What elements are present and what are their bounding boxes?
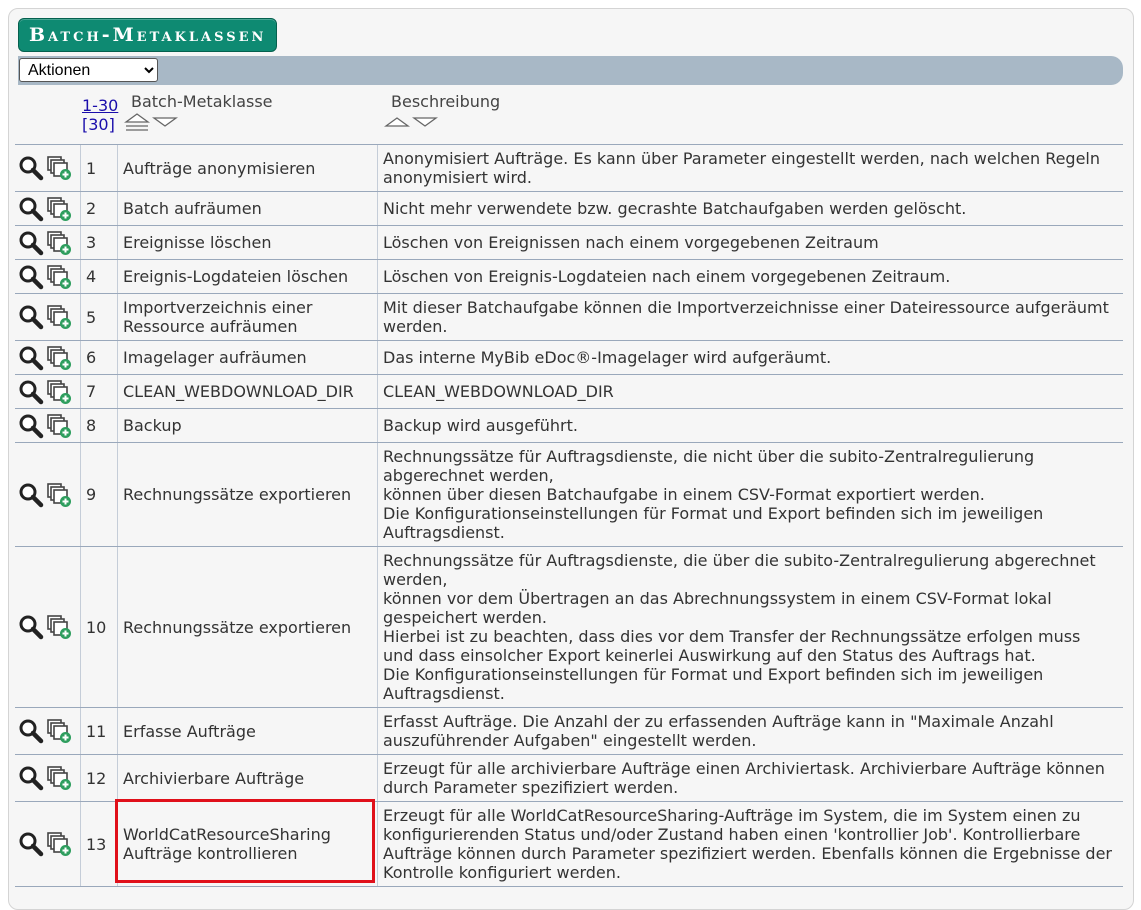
sort-desc-icon[interactable] [152, 112, 178, 132]
action-bar [18, 56, 1123, 85]
copy-add-icon[interactable] [46, 831, 72, 857]
copy-add-icon[interactable] [46, 482, 72, 508]
row-metaclass-name: Imagelager aufräumen [118, 341, 378, 375]
row-number: 10 [81, 547, 118, 708]
row-metaclass-name: Erfasse Aufträge [118, 708, 378, 755]
magnifier-icon[interactable] [18, 482, 44, 508]
row-actions [15, 409, 81, 443]
table-row [15, 260, 1123, 294]
row-actions [15, 375, 81, 409]
row-description: Löschen von Ereignissen nach einem vorgegebenen Zeitraum [378, 226, 1124, 260]
magnifier-icon[interactable] [18, 765, 44, 791]
row-description: Erzeugt für alle archivierbare Aufträge einen Archiviertask. Archivierbare Aufträge können durch Parameter spezifiziert werden. [378, 755, 1124, 802]
row-description: Backup wird ausgeführt. [378, 409, 1124, 443]
row-description: Das interne MyBib eDoc®-Imagelager wird aufgeräumt. [378, 341, 1124, 375]
count-link[interactable]: [30] [82, 115, 115, 134]
row-metaclass-name: Archivierbare Aufträge [118, 755, 378, 802]
copy-add-icon[interactable] [46, 718, 72, 744]
row-description: Rechnungssätze für Auftragsdienste, die über die subito-Zentralregulierung abgerechnet werden, können vor dem Übertragen an das Abrechnungssystem in einem CSV-Format lokal gespeichert werden. Hierbei ist zu beachten, dass dies vor dem Transfer der Rechnungssätze erfolgen muss und dass einsolcher Export keinerlei Auswirkung auf den Status des Auftrags hat. Die Konfigurationseinstellungen für Format und Export befinden sich im jeweiligen Auftragsdienst. [378, 547, 1124, 708]
row-description: Mit dieser Batchaufgabe können die Importverzeichnisse einer Dateiressource aufgeräumt werden. [378, 294, 1124, 341]
row-metaclass-name: Rechnungssätze exportieren [118, 443, 378, 547]
row-number: 5 [81, 294, 118, 341]
table-row [15, 547, 1123, 708]
magnifier-icon[interactable] [18, 831, 44, 857]
row-actions [15, 260, 81, 294]
magnifier-icon[interactable] [18, 614, 44, 640]
copy-add-icon[interactable] [46, 155, 72, 181]
row-actions [15, 226, 81, 260]
table-row [15, 341, 1123, 375]
row-description: Erfasst Aufträge. Die Anzahl der zu erfassenden Aufträge kann in "Maximale Anzahl auszuführender Aufgaben" eingestellt werden. [378, 708, 1124, 755]
row-metaclass-name: Batch aufräumen [118, 192, 378, 226]
row-metaclass-name: Ereignisse löschen [118, 226, 378, 260]
table-row [15, 192, 1123, 226]
row-description: Anonymisiert Aufträge. Es kann über Parameter eingestellt werden, nach welchen Regeln anonymisiert wird. [378, 145, 1124, 192]
row-description: Löschen von Ereignis-Logdateien nach einem vorgegebenen Zeitraum. [378, 260, 1124, 294]
batch-metaclass-table [15, 144, 1123, 887]
row-metaclass-name: Backup [118, 409, 378, 443]
sort-asc-icon[interactable] [384, 112, 410, 132]
row-metaclass-name: WorldCatResourceSharing Aufträge kontrollieren [118, 802, 378, 887]
row-actions [15, 341, 81, 375]
magnifier-icon[interactable] [18, 230, 44, 256]
copy-add-icon[interactable] [46, 765, 72, 791]
row-metaclass-name: CLEAN_WEBDOWNLOAD_DIR [118, 375, 378, 409]
sort-arrows-desc [384, 112, 438, 132]
row-metaclass-name: Importverzeichnis einer Ressource aufräumen [118, 294, 378, 341]
row-metaclass-name: Rechnungssätze exportieren [118, 547, 378, 708]
magnifier-icon[interactable] [18, 304, 44, 330]
row-actions [15, 192, 81, 226]
magnifier-icon[interactable] [18, 196, 44, 222]
column-header-name: Batch-Metaklasse [131, 92, 273, 111]
magnifier-icon[interactable] [18, 413, 44, 439]
row-actions [15, 443, 81, 547]
table-row [15, 145, 1123, 192]
copy-add-icon[interactable] [46, 230, 72, 256]
magnifier-icon[interactable] [18, 155, 44, 181]
row-actions [15, 708, 81, 755]
row-number: 6 [81, 341, 118, 375]
row-description: Rechnungssätze für Auftragsdienste, die nicht über die subito-Zentralregulierung abgerechnet werden, können über diesen Batchaufgabe in einem CSV-Format exportiert werden. Die Konfigurationseinstellungen für Format und Export befinden sich im jeweiligen Auftragsdienst. [378, 443, 1124, 547]
row-description: Nicht mehr verwendete bzw. gecrashte Batchaufgaben werden gelöscht. [378, 192, 1124, 226]
row-number: 13 [81, 802, 118, 887]
copy-add-icon[interactable] [46, 614, 72, 640]
row-number: 7 [81, 375, 118, 409]
table-row [15, 294, 1123, 341]
row-actions [15, 547, 81, 708]
table-row [15, 708, 1123, 755]
copy-add-icon[interactable] [46, 345, 72, 371]
magnifier-icon[interactable] [18, 718, 44, 744]
magnifier-icon[interactable] [18, 264, 44, 290]
row-actions [15, 755, 81, 802]
row-description: Erzeugt für alle WorldCatResourceSharing-Aufträge im System, die im System einen zu konfigurierenden Status und/oder Zustand haben einen 'kontrollier Job'. Kontrollierbare Aufträge können durch Parameter spezifiziert werden. Ebenfalls können die Ergebnisse der Kontrolle konfiguriert werden. [378, 802, 1124, 887]
column-header-desc: Beschreibung [391, 92, 501, 111]
table-row [15, 375, 1123, 409]
row-number: 12 [81, 755, 118, 802]
magnifier-icon[interactable] [18, 379, 44, 405]
table-row [15, 443, 1123, 547]
range-link[interactable]: 1-30 [82, 96, 119, 115]
actions-dropdown[interactable] [19, 58, 158, 82]
row-number: 1 [81, 145, 118, 192]
table-row [15, 226, 1123, 260]
pagination-info [82, 96, 118, 134]
row-description: CLEAN_WEBDOWNLOAD_DIR [378, 375, 1124, 409]
row-metaclass-name: Aufträge anonymisieren [118, 145, 378, 192]
table-row [15, 802, 1123, 887]
row-number: 8 [81, 409, 118, 443]
copy-add-icon[interactable] [46, 196, 72, 222]
page-title: Batch-Metaklassen [18, 18, 277, 52]
sort-asc-active-icon[interactable] [124, 112, 150, 132]
magnifier-icon[interactable] [18, 345, 44, 371]
sort-desc-icon[interactable] [412, 112, 438, 132]
row-number: 2 [81, 192, 118, 226]
row-actions [15, 145, 81, 192]
row-number: 3 [81, 226, 118, 260]
table-row [15, 755, 1123, 802]
row-number: 4 [81, 260, 118, 294]
row-number: 11 [81, 708, 118, 755]
table-row [15, 409, 1123, 443]
copy-add-icon[interactable] [46, 379, 72, 405]
row-number: 9 [81, 443, 118, 547]
copy-add-icon[interactable] [46, 304, 72, 330]
row-actions [15, 294, 81, 341]
copy-add-icon[interactable] [46, 264, 72, 290]
sort-arrows-name [124, 112, 178, 132]
copy-add-icon[interactable] [46, 413, 72, 439]
row-actions [15, 802, 81, 887]
row-metaclass-name: Ereignis-Logdateien löschen [118, 260, 378, 294]
